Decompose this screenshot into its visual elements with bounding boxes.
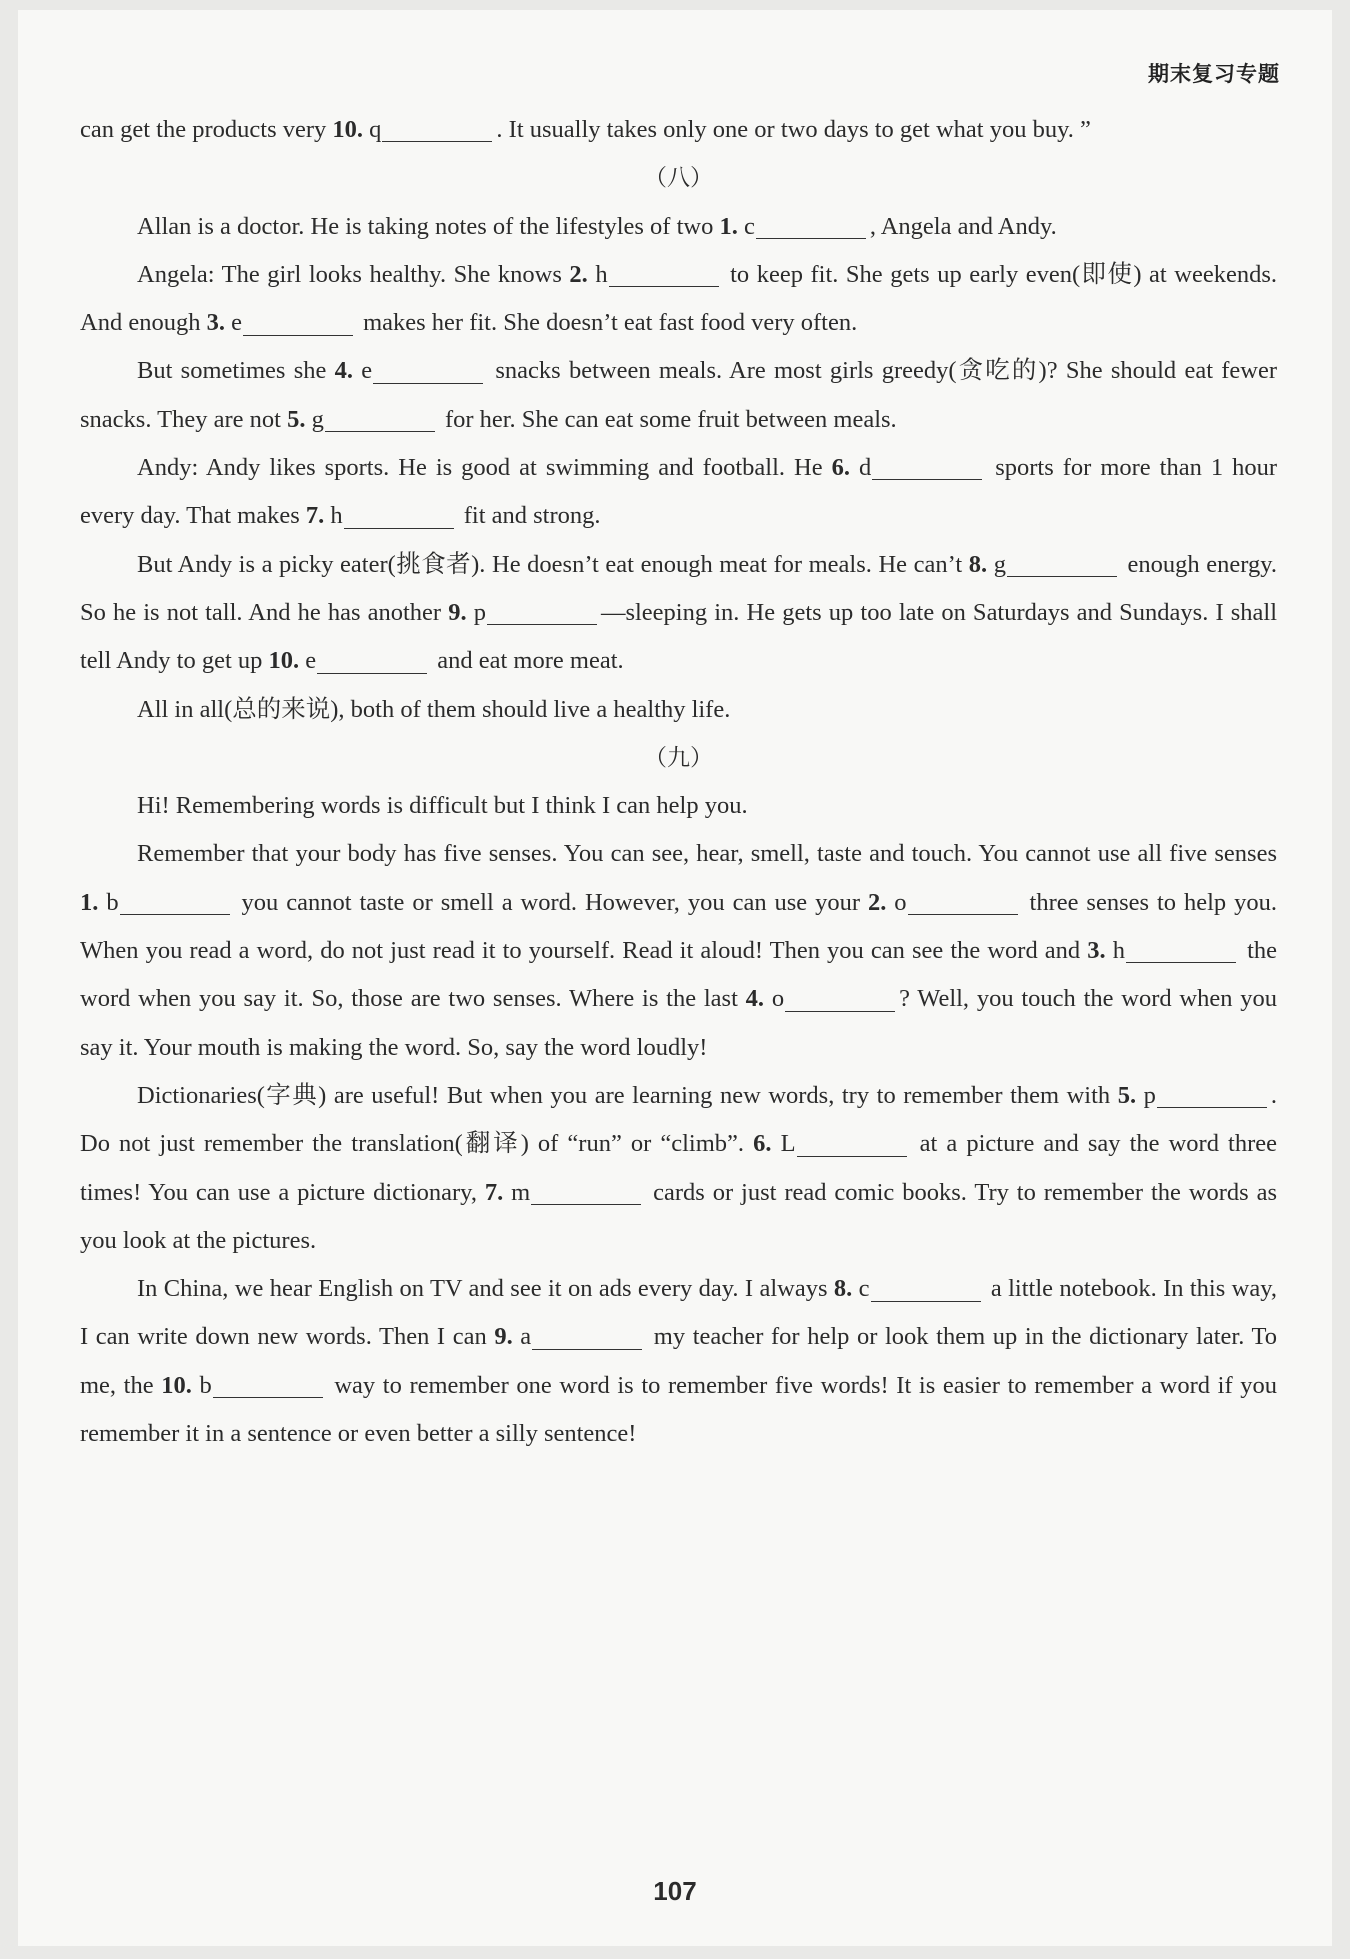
- page-number: 107: [653, 1876, 697, 1906]
- initial-letter-hint: g: [987, 550, 1006, 578]
- question-number: 8.: [833, 1275, 853, 1303]
- question-number: 8.: [968, 550, 988, 578]
- initial-letter-hint: h: [587, 260, 608, 288]
- initial-letter-hint: m: [503, 1178, 531, 1206]
- question-number: 10.: [161, 1371, 192, 1399]
- passage-text: to keep fit. She gets up early even(即使) at weekends. And enough: [80, 260, 1282, 337]
- passage-text: way to remember one word is to remember five words! It is easier to remember a word if you remember it in a sentence or even better a silly sentence!: [80, 1371, 1284, 1448]
- question-number: 1.: [80, 888, 99, 916]
- question-number: 6.: [831, 454, 850, 482]
- passage-text: Hi! Remembering words is difficult but I think I can help you.: [137, 792, 748, 820]
- initial-letter-hint: p: [1136, 1081, 1156, 1109]
- paragraph: [80, 106, 1277, 154]
- passage-text: —sleeping in. He gets up too late on Saturdays and Sundays. I shall tell Andy to get up: [80, 598, 1284, 675]
- passage-text: Allan is a doctor. He is taking notes of the lifestyles of two: [137, 212, 720, 240]
- question-number: 10.: [268, 647, 300, 675]
- passage-text: you cannot taste or smell a word. However, you can use your: [233, 888, 868, 916]
- initial-letter-hint: c: [852, 1275, 870, 1303]
- paragraph: [80, 830, 1284, 1071]
- passage-text: can get the products very: [80, 116, 333, 143]
- passage-text: ? Well, you touch the word when you say it. Your mouth is making the word. So, say the word loudly!: [80, 985, 1284, 1061]
- passage-text: All in all(总的来说), both of them should live a healthy life.: [137, 695, 731, 723]
- initial-letter-hint: e: [224, 309, 242, 337]
- initial-letter-hint: b: [98, 888, 119, 916]
- passage-text: . It usually takes only one or two days to get what you buy. ”: [496, 116, 1091, 143]
- initial-letter-hint: L: [771, 1130, 796, 1158]
- section-heading: （八）: [644, 165, 713, 192]
- question-number: 2.: [569, 260, 588, 288]
- question-number: 7.: [305, 502, 325, 530]
- passage-text: cards or just read comic books. Try to remember the words as you look at the pictures.: [80, 1178, 1284, 1254]
- question-number: 2.: [867, 888, 887, 916]
- question-number: 3.: [206, 309, 225, 337]
- question-number: 4.: [745, 985, 765, 1013]
- paragraph: [80, 347, 1284, 444]
- passage-text: snacks between meals. Are most girls greedy(贪吃的)? She should eat fewer snacks. They are not: [80, 357, 1284, 433]
- initial-letter-hint: h: [324, 502, 343, 530]
- passage-text: sports for more than 1 hour every day. That makes: [80, 454, 1284, 530]
- passage-text: the word when you say it. So, those are two senses. Where is the last: [80, 937, 1284, 1013]
- answer-blank[interactable]: [756, 212, 866, 239]
- question-number: 9.: [494, 1323, 513, 1351]
- answer-blank[interactable]: [531, 1178, 641, 1205]
- initial-letter-hint: b: [191, 1371, 212, 1399]
- initial-letter-hint: o: [764, 985, 785, 1013]
- answer-blank[interactable]: [785, 985, 895, 1012]
- passage-text: my teacher for help or look them up in the dictionary later. To me, the: [80, 1323, 1284, 1399]
- answer-blank[interactable]: [1126, 937, 1236, 964]
- passage-text: a little notebook. In this way, I can write down new words. Then I can: [80, 1275, 1284, 1351]
- answer-blank[interactable]: [872, 454, 982, 481]
- paragraph: [80, 686, 1277, 734]
- initial-letter-hint: o: [886, 888, 907, 916]
- passage-text: enough energy. So he is not tall. And he has another: [80, 550, 1284, 626]
- answer-blank[interactable]: [325, 405, 435, 432]
- answer-blank[interactable]: [609, 261, 719, 288]
- initial-letter-hint: h: [1105, 937, 1125, 965]
- passage-text: Remember that your body has five senses. You can see, hear, smell, taste and touch. You cannot use all five senses: [137, 840, 1284, 868]
- answer-blank[interactable]: [382, 116, 492, 143]
- passage-text: for her. She can eat some fruit between meals.: [438, 405, 897, 433]
- answer-blank[interactable]: [487, 599, 597, 626]
- question-number: 7.: [484, 1178, 504, 1206]
- initial-letter-hint: p: [466, 598, 486, 626]
- passage-text: , Angela and Andy.: [869, 212, 1057, 240]
- paragraph: [80, 1265, 1284, 1458]
- answer-blank[interactable]: [797, 1130, 907, 1157]
- passage-text: and eat more meat.: [431, 647, 624, 675]
- answer-blank[interactable]: [908, 888, 1018, 915]
- answer-blank[interactable]: [344, 502, 454, 529]
- passage-text: . Do not just remember the translation(翻译) of “run” or “climb”.: [80, 1081, 1284, 1158]
- answer-blank[interactable]: [1157, 1082, 1267, 1109]
- answer-blank[interactable]: [373, 357, 483, 384]
- paragraph: [80, 203, 1277, 251]
- paragraph: [80, 541, 1284, 686]
- answer-blank[interactable]: [532, 1323, 642, 1350]
- answer-blank[interactable]: [1007, 550, 1117, 577]
- initial-letter-hint: a: [512, 1323, 532, 1351]
- passage-text: fit and strong.: [457, 502, 601, 530]
- paragraph: [80, 251, 1282, 348]
- paragraph: [80, 444, 1284, 541]
- answer-blank[interactable]: [213, 1371, 323, 1398]
- question-number: 6.: [753, 1130, 772, 1158]
- question-number: 5.: [287, 405, 306, 433]
- answer-blank[interactable]: [120, 888, 230, 915]
- initial-letter-hint: e: [299, 647, 317, 675]
- passage-text: makes her fit. She doesn’t eat fast food very often.: [356, 309, 858, 337]
- passage-text: at a picture and say the word three times! You can use a picture dictionary,: [80, 1130, 1284, 1206]
- worksheet-page: [18, 10, 1332, 1946]
- question-number: 4.: [334, 357, 353, 385]
- passage-content: [80, 106, 1284, 1458]
- initial-letter-hint: g: [305, 405, 324, 433]
- passage-text: Andy: Andy likes sports. He is good at swimming and football. He: [137, 454, 832, 482]
- paragraph: [80, 782, 1277, 830]
- passage-text: But sometimes she: [137, 357, 335, 385]
- question-number: 1.: [719, 212, 738, 240]
- answer-blank[interactable]: [871, 1275, 981, 1302]
- passage-text: three senses to help you. When you read a word, do not just read it to yourself. Read it aloud! Then you can see the word and: [80, 888, 1283, 965]
- page-header: 期末复习专题: [1148, 62, 1280, 86]
- section-heading: （九）: [644, 744, 713, 771]
- answer-blank[interactable]: [317, 647, 427, 674]
- passage-text: Angela: The girl looks healthy. She knows: [137, 260, 570, 288]
- passage-text: But Andy is a picky eater(挑食者). He doesn’t eat enough meat for meals. He can’t: [137, 550, 969, 578]
- initial-letter-hint: q: [363, 116, 382, 143]
- initial-letter-hint: d: [849, 454, 872, 482]
- paragraph: [80, 1072, 1284, 1265]
- answer-blank[interactable]: [243, 309, 353, 336]
- initial-letter-hint: c: [737, 212, 755, 240]
- question-number: 5.: [1117, 1081, 1137, 1109]
- question-number: 10.: [332, 116, 364, 143]
- question-number: 9.: [448, 598, 467, 626]
- passage-text: Dictionaries(字典) are useful! But when you are learning new words, try to remember them with: [137, 1081, 1118, 1109]
- question-number: 3.: [1087, 937, 1106, 965]
- initial-letter-hint: e: [353, 357, 373, 385]
- passage-text: In China, we hear English on TV and see it on ads every day. I always: [137, 1275, 834, 1303]
